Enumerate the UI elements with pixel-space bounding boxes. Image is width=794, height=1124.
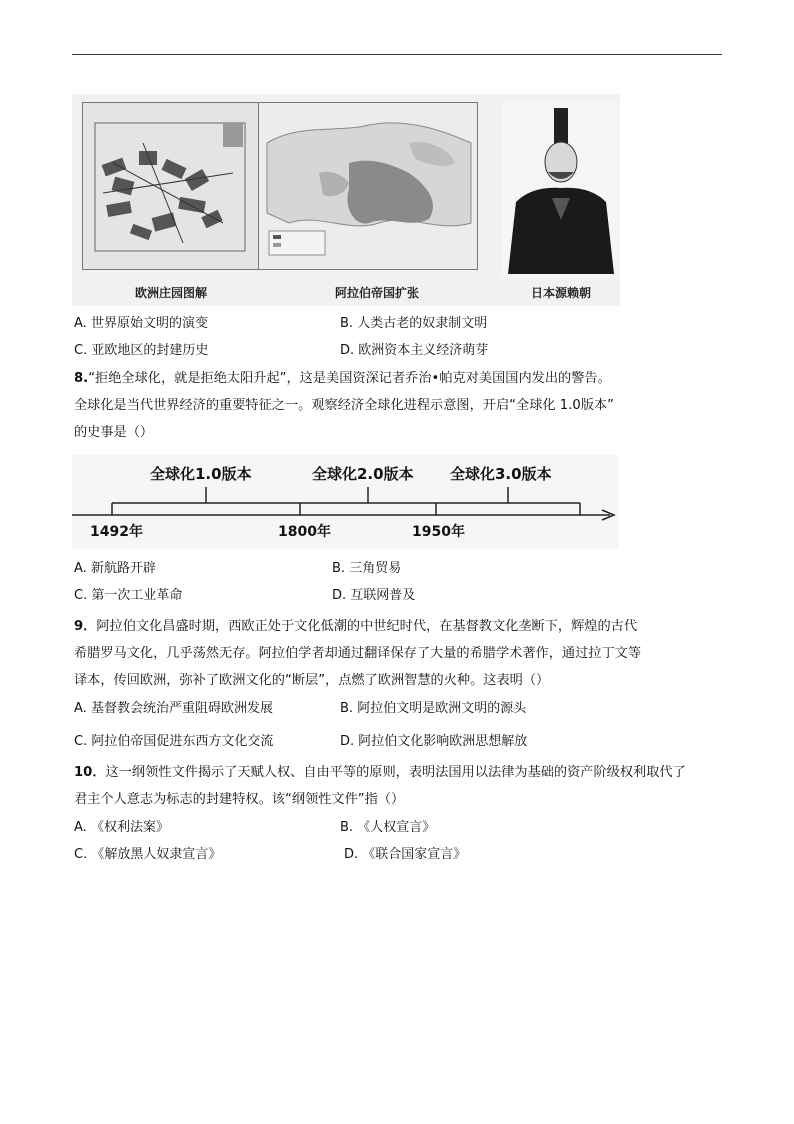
q8-line-1: 8.“拒绝全球化，就是拒绝太阳升起”，这是美国资深记者乔治•帕克对美国国内发出的警告。	[74, 371, 611, 386]
q7-option-d[interactable]: D. 欧洲资本主义经济萌芽	[340, 343, 489, 358]
q9-number: 9．	[74, 619, 97, 634]
q10-option-d[interactable]: D. 《联合国家宣言》	[344, 847, 467, 862]
q7-option-c[interactable]: C. 亚欧地区的封建历史	[74, 343, 209, 358]
q9-option-b[interactable]: B. 阿拉伯文明是欧洲文明的源头	[340, 701, 527, 716]
timeline-year-1950: 1950年	[412, 524, 465, 540]
q8-line-2: 全球化是当代世界经济的重要特征之一。观察经济全球化进程示意图，开启“全球化 1.0版本”	[74, 398, 614, 413]
timeline-year-1492: 1492年	[90, 524, 143, 540]
manor-diagram-drawing	[83, 103, 259, 269]
globalization-timeline	[72, 455, 618, 549]
q9-option-c[interactable]: C. 阿拉伯帝国促进东西方文化交流	[74, 734, 274, 749]
arab-empire-map-image	[258, 102, 478, 270]
q7-option-b[interactable]: B. 人类古老的奴隶制文明	[340, 316, 488, 331]
q9-option-a[interactable]: A. 基督教会统治严重阻碍欧洲发展	[74, 701, 273, 716]
manor-diagram-image	[82, 102, 260, 270]
header-rule	[72, 54, 722, 55]
q8-number: 8.	[74, 371, 89, 386]
timeline-stage-3: 全球化3.0版本	[450, 465, 552, 483]
image-caption-arab-empire: 阿拉伯帝国扩张	[334, 286, 419, 300]
minamoto-portrait-drawing	[502, 102, 620, 278]
question-7-images	[72, 94, 620, 306]
image-caption-minamoto: 日本源赖朝	[530, 286, 591, 300]
q10-line-2: 君主个人意志为标志的封建特权。该“纲领性文件”指（）	[74, 792, 405, 807]
q9-line-2: 希腊罗马文化，几乎荡然无存。阿拉伯学者却通过翻译保存了大量的希腊学术著作，通过拉丁文等	[74, 646, 642, 661]
arab-empire-map-drawing	[259, 103, 477, 269]
q8-option-c[interactable]: C. 第一次工业革命	[74, 588, 183, 603]
q8-option-d[interactable]: D. 互联网普及	[332, 588, 416, 603]
q10-option-a[interactable]: A. 《权利法案》	[74, 820, 169, 835]
q10-line-1: 10．这一纲领性文件揭示了天赋人权、自由平等的原则，表明法国用以法律为基础的资产阶级权利取代了	[74, 765, 686, 780]
q9-option-d[interactable]: D. 阿拉伯文化影响欧洲思想解放	[340, 734, 528, 749]
q8-option-a[interactable]: A. 新航路开辟	[74, 561, 156, 576]
q10-option-b[interactable]: B. 《人权宣言》	[340, 820, 436, 835]
minamoto-portrait-image	[502, 102, 620, 278]
image-caption-manor: 欧洲庄园图解	[134, 286, 207, 300]
q8-option-b[interactable]: B. 三角贸易	[332, 561, 402, 576]
timeline-stage-2: 全球化2.0版本	[312, 465, 414, 483]
q9-line-1: 9．阿拉伯文化昌盛时期，西欧正处于文化低潮的中世纪时代，在基督教文化垄断下，辉煌的古代	[74, 619, 638, 634]
timeline-stage-1: 全球化1.0版本	[150, 465, 252, 483]
q10-option-c[interactable]: C. 《解放黑人奴隶宣言》	[74, 847, 222, 862]
timeline-year-1800: 1800年	[278, 524, 331, 540]
q9-line-3: 译本，传回欧洲，弥补了欧洲文化的“断层”，点燃了欧洲智慧的火种。这表明（）	[74, 673, 550, 688]
q7-option-a[interactable]: A. 世界原始文明的演变	[74, 316, 208, 331]
q8-line-3: 的史事是（）	[74, 425, 154, 440]
q10-number: 10．	[74, 765, 106, 780]
